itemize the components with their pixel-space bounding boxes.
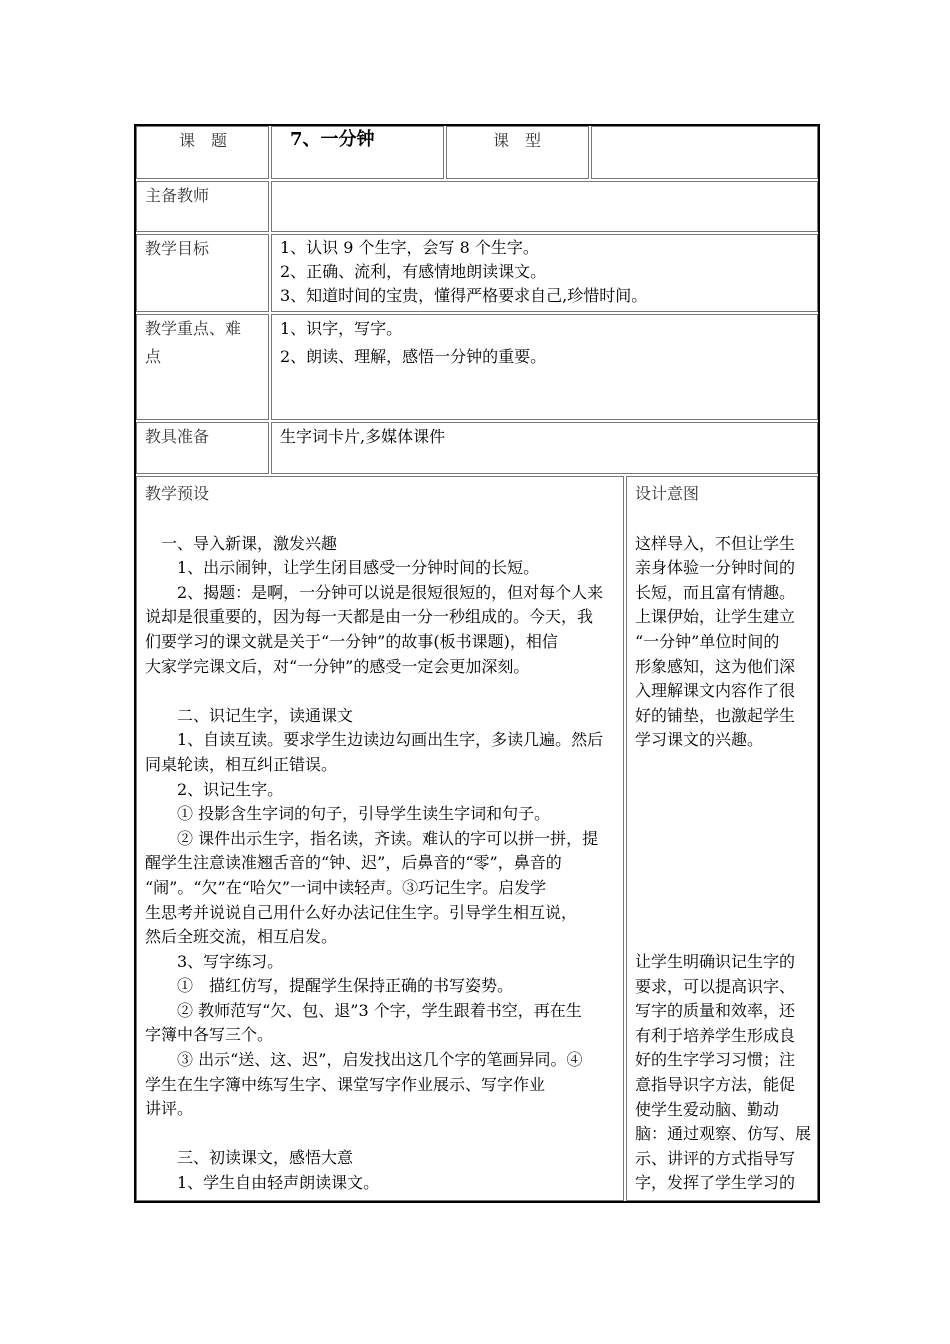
design-header: 设计意图	[635, 484, 700, 503]
design-line: 字，发挥了学生学习的	[635, 1173, 796, 1193]
plan-line: 1、学生自由轻声朗读课文。	[145, 1173, 380, 1193]
plan-line: 三、初读课文，感悟大意	[145, 1148, 354, 1168]
type-label: 课 型	[493, 131, 542, 150]
teacher-label-cell	[136, 181, 269, 232]
plan-line: 2、识记生字。	[145, 779, 284, 799]
key-point-line: 1、识字，写字。	[280, 319, 403, 338]
plan-line	[145, 507, 603, 532]
design-line: 形象感知，这为他们深	[635, 656, 796, 676]
plan-line: 生思考并说说自己用什么好办法记住生字。引导学生相互说，	[145, 902, 578, 922]
design-line: 好的生字学习习惯；注	[635, 1050, 796, 1070]
design-line: 好的铺垫，也激起学生	[635, 705, 796, 725]
design-line: “一分钟”单位时间的	[635, 631, 780, 651]
design-line: 脑：通过观察、仿写、展	[635, 1124, 812, 1144]
subject-label: 课 题	[179, 131, 228, 150]
design-line: 长短，而且富有情趣。	[635, 582, 796, 602]
plan-line: ① 投影含生字词的句子，引导学生读生字词和句子。	[145, 804, 551, 824]
plan-line: 1、出示闹钟，让学生闭目感受一分钟时间的长短。	[145, 558, 540, 578]
objective-line: 1、认识 9 个生字，会写 8 个生字。	[280, 238, 539, 257]
materials-value: 生字词卡片,多媒体课件	[280, 427, 446, 446]
design-line: 有利于培养学生形成良	[635, 1025, 796, 1045]
plan-line: 2、揭题：是啊，一分钟可以说是很短很短的，但对每个人来	[145, 582, 604, 602]
plan-line: 醒学生注意读准翘舌音的“钟、迟”，后鼻音的“零”，鼻音的	[145, 853, 562, 873]
teacher-label: 主备教师	[145, 186, 210, 205]
key-point-line: 2、朗读、理解，感悟一分钟的重要。	[280, 347, 547, 366]
plan-line: 二、识记生字，读通课文	[145, 705, 354, 725]
plan-header: 教学预设	[145, 484, 210, 503]
plan-line	[145, 679, 603, 704]
plan-line: ② 课件出示生字，指名读，齐读。难认的字可以拼一拼，提	[145, 828, 599, 848]
design-line: 写字的质量和效率，还	[635, 1001, 796, 1021]
key-points-label: 教学重点、难	[145, 319, 242, 338]
subject-label-cell	[136, 126, 269, 179]
design-line: 入理解课文内容作了很	[635, 681, 796, 701]
type-value-cell	[591, 126, 818, 179]
plan-line: “闹”。“欠”在“哈欠”一词中读轻声。③巧记生字。启发学	[145, 877, 547, 897]
design-line: 让学生明确识记生字的	[635, 952, 796, 971]
design-line: 上课伊始，让学生建立	[635, 607, 796, 627]
design-line: 意指导识字方法，能促	[635, 1074, 796, 1094]
design-line: 示、讲评的方式指导写	[635, 1148, 796, 1168]
objectives-value-cell	[271, 234, 818, 312]
plan-line	[145, 1122, 603, 1147]
design-cell	[626, 476, 818, 1201]
key-points-value-cell	[271, 314, 818, 420]
plan-line: 一、导入新课，激发兴趣	[145, 533, 338, 553]
materials-label: 教具准备	[145, 427, 210, 446]
plan-line: 讲评。	[145, 1099, 194, 1119]
materials-label-cell	[136, 422, 269, 474]
plan-line: 学生在生字簿中练写生字、课堂写字作业展示、写字作业	[145, 1074, 546, 1094]
design-line: 学习课文的兴趣。	[635, 730, 764, 750]
teacher-value-cell	[271, 181, 818, 232]
lesson-title: 7、一分钟	[290, 129, 375, 150]
design-line: 使学生爱动脑、勤动	[635, 1099, 780, 1119]
plan-line: 字簿中各写三个。	[145, 1025, 274, 1045]
design-line: 亲身体验一分钟时间的	[635, 558, 796, 578]
materials-value-cell	[271, 422, 818, 474]
objectives-label-cell	[136, 234, 269, 312]
plan-line: 说却是很重要的，因为每一天都是由一分一秒组成的。今天，我	[145, 607, 594, 627]
plan-line: 大家学完课文后，对“一分钟”的感受一定会更加深刻。	[145, 656, 530, 676]
design-line: 这样导入，不但让学生	[635, 533, 796, 553]
plan-line: ③ 出示“送、这、迟”，启发找出这几个字的笔画异同。④	[145, 1050, 583, 1070]
plan-line: ① 描红仿写，提醒学生保持正确的书写姿势。	[145, 976, 514, 996]
plan-line: 3、写字练习。	[145, 951, 284, 971]
plan-line: ② 教师范写“欠、包、退”3 个字，学生跟着书空，再在生	[145, 1000, 582, 1020]
key-points-label-cell	[136, 314, 269, 420]
subject-value-cell	[271, 126, 444, 179]
key-points-label-cont: 点	[145, 347, 162, 366]
objective-line: 2、正确、流利，有感情地朗读课文。	[280, 262, 547, 281]
plan-cell	[136, 476, 624, 1201]
plan-line: 然后全班交流，相互启发。	[145, 927, 338, 947]
plan-line: 1、自读互读。要求学生边读边勾画出生字，多读几遍。然后	[145, 730, 604, 750]
design-line: 要求，可以提高识字、	[635, 976, 796, 996]
objective-line: 3、知道时间的宝贵，懂得严格要求自己,珍惜时间。	[280, 286, 648, 305]
plan-line: 们要学习的课文就是关于“一分钟”的故事(板书课题)，相信	[145, 631, 558, 651]
type-label-cell	[446, 126, 589, 179]
plan-line: 同桌轮读，相互纠正错误。	[145, 754, 338, 774]
objectives-label: 教学目标	[145, 239, 210, 258]
